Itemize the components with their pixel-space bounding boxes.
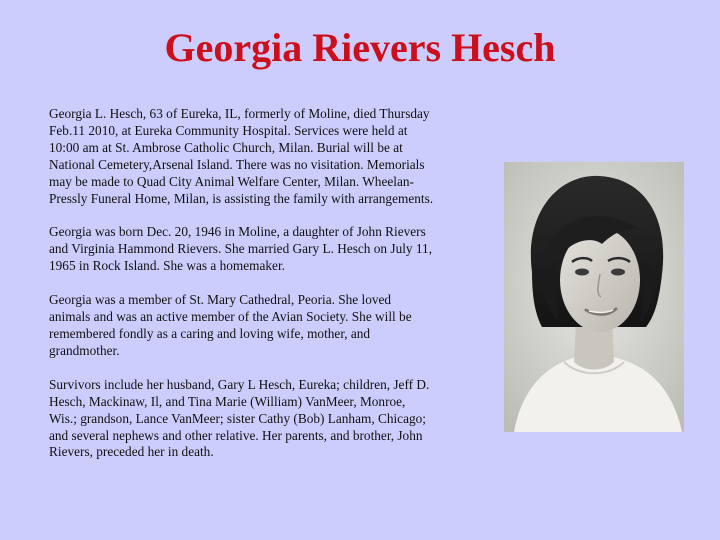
obituary-paragraph-survivors: Survivors include her husband, Gary L Hesch, Eureka; children, Jeff D. Hesch, Mackinaw, Il, and Tina Marie (William) VanMeer, Monroe, Wis.; grandson, Lance VanMeer; sister Cathy (Bob) Lanham, Chicago; and several nephews and other relative. Her parents, and brother, John Rievers, preceded her in death. [49,376,430,460]
obituary-text [49,106,434,478]
page-title: Georgia Rievers Hesch [164,25,556,70]
obituary-paragraph-services: Georgia L. Hesch, 63 of Eureka, IL, formerly of Moline, died Thursday Feb.11 2010, at Eureka Community Hospital. Services were held at 10:00 am at St. Ambrose Catholic Church, Milan. Burial will be at National Cemetery,Arsenal Island. There was no visitation. Memorials may be made to Quad City Animal Welfare Center, Milan. Wheelan-Pressly Funeral Home, Milan, is assisting the family with arrangements. [49,106,434,206]
portrait-photo [504,162,684,432]
obituary-paragraph-memberships: Georgia was a member of St. Mary Cathedral, Peoria. She loved animals and was an active member of the Avian Society. She will be remembered fondly as a caring and loving wife, mother, and grandmother. [49,292,412,358]
portrait-illustration [504,162,684,432]
obituary-paragraph-birth: Georgia was born Dec. 20, 1946 in Moline, a daughter of John Rievers and Virginia Hammond Rievers. She married Gary L. Hesch on July 11, 1965 in Rock Island. She was a homemaker. [49,224,433,274]
